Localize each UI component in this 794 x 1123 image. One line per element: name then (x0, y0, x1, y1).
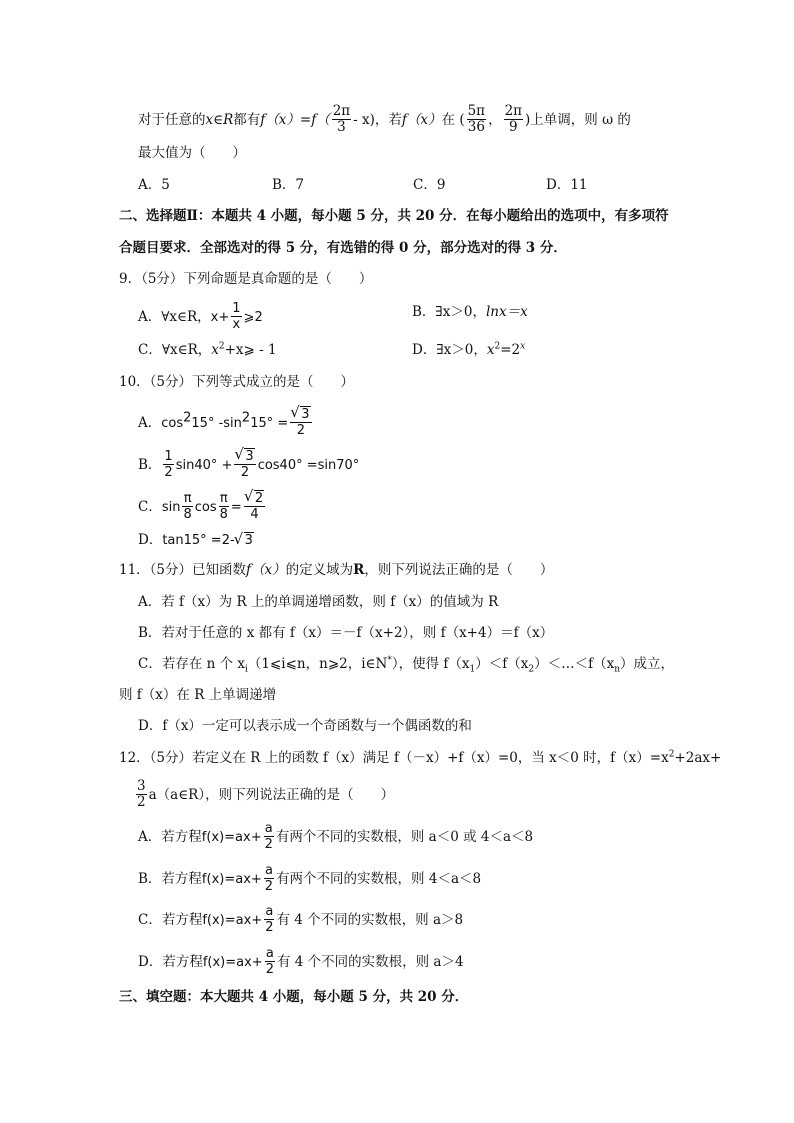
q8-text: 对于任意的 (138, 112, 206, 128)
section2-heading-line1: 二、选择题Ⅱ：本题共 4 小题，每小题 5 分，共 20 分．在每小题给出的选项中，有多项符 (119, 208, 669, 224)
q10-a-fraction: √ $\frac{3}{2}$ (290, 407, 311, 438)
q11-option-c-line2: 则 f（x）在 R 上单调递增 (119, 687, 277, 703)
q8-line2: 最大值为（ ） (138, 145, 246, 161)
q8-fraction-2pi-9: $\frac{2\pi}{9}$ (504, 103, 523, 135)
q11-option-c: C．若存在 n 个 $x_i(1⩽i⩽n$，n⩾2，i∈N*），使得 $f(x_1)<f(x_2)<\dots<f(x_n)$成立， (138, 655, 675, 675)
q9-option-d: D．∃x＞0，$x^2=2^x$ (412, 341, 526, 358)
q10-stem: 10．（5分）下列等式成立的是（ ） (119, 374, 355, 390)
q8-option-b: B．7 (272, 177, 305, 193)
q8-fraction-2pi-3: $\frac{2\pi}{3}$ (332, 103, 351, 135)
q9-option-a: A．∀x∈R，x+ $\frac{1}{x}$ ⩾2 (138, 301, 263, 332)
q8-fraction-5pi-36: $\frac{5\pi}{36}$ (467, 103, 486, 135)
q8-text: )上单调，则 ω 的 (525, 112, 631, 128)
q8-function: f（x） (401, 112, 442, 128)
q10-option-c: C．sin $\frac{\pi}{8}$ cos $\frac{\pi}{8}$ = √ $\frac{2}{4}$ (138, 492, 267, 523)
q9-option-b: B．∃x＞0，lnx＝x (412, 304, 528, 320)
q11-stem: 11．（5分）已知函数f（x）的定义域为R，则下列说法正确的是（ ） (119, 562, 554, 578)
q8-text: - x)，若 (353, 112, 402, 128)
q12-option-a: A．若方程f(x)=ax+ $\frac{a}{2}$ 有两个不同的实数根，则 a＜0 或 4＜a＜8 (138, 821, 534, 852)
q8-option-a: A．5 (138, 177, 170, 193)
q12-option-b: B．若方程f(x)=ax+ $\frac{a}{2}$ 有两个不同的实数根，则 4＜a＜8 (138, 863, 482, 894)
q8-text: 在 ( (441, 112, 465, 128)
q11-option-a: A．若 f（x）为 R 上的单调递增函数，则 f（x）的值域为 R (138, 594, 499, 610)
q11-option-b: B．若对于任意的 x 都有 f（x）＝－f（x+2），则 f（x+4）＝f（x） (138, 625, 554, 641)
q12-stem-line2: $\frac{3}{2}$ a（a∈R），则下列说法正确的是（ ） (137, 778, 395, 810)
section2-heading-line2: 合题目要求．全部选对的得 5 分，有选错的得 0 分，部分选对的得 3 分． (119, 240, 567, 256)
q8-option-c: C．9 (413, 177, 446, 193)
q12-stem-line1: 12．（5分）若定义在 R 上的函数 f（x）满足 f（－x）+f（x）=0，当 x＜0 时，$f(x)=x^2+2ax+$ (119, 749, 722, 766)
q8-equation: f（x）=f（ (260, 112, 330, 128)
q10-option-b: B． $\frac{1}{2}$ sin40° + √ $\frac{3}{2}$ cos40° =sin70° (138, 450, 359, 481)
q10-option-a: A．$\cos^215^\circ$ $-\sin^215^\circ$ = √ $\frac{3}{2}$ (138, 408, 314, 439)
q9-stem: 9．（5分）下列命题是真命题的是（ ） (119, 271, 373, 287)
q11-option-d: D．f（x）一定可以表示成一个奇函数与一个偶函数的和 (138, 718, 472, 734)
section3-heading: 三、填空题：本大题共 4 小题，每小题 5 分，共 20 分． (119, 989, 469, 1005)
q8-text: ， (488, 112, 502, 128)
q8-text: 都有 (233, 112, 261, 128)
q8-line1 (138, 105, 631, 136)
q8-domain: x∈R (205, 112, 234, 128)
q9-option-c: C．∀x∈R，$x^2+x⩾ - 1$ (138, 341, 277, 358)
q8-option-d: D．11 (546, 177, 588, 193)
q9-a-fraction: $\frac{1}{x}$ (232, 301, 241, 332)
q12-option-d: D．若方程f(x)=ax+ $\frac{a}{2}$ 有 4 个不同的实数根，则 a＞4 (138, 946, 464, 977)
q12-option-c: C．若方程f(x)=ax+ $\frac{a}{2}$ 有 4 个不同的实数根，则 a＞8 (138, 904, 464, 935)
q10-option-d: D．tan15° =2-√ 3 (138, 530, 254, 551)
